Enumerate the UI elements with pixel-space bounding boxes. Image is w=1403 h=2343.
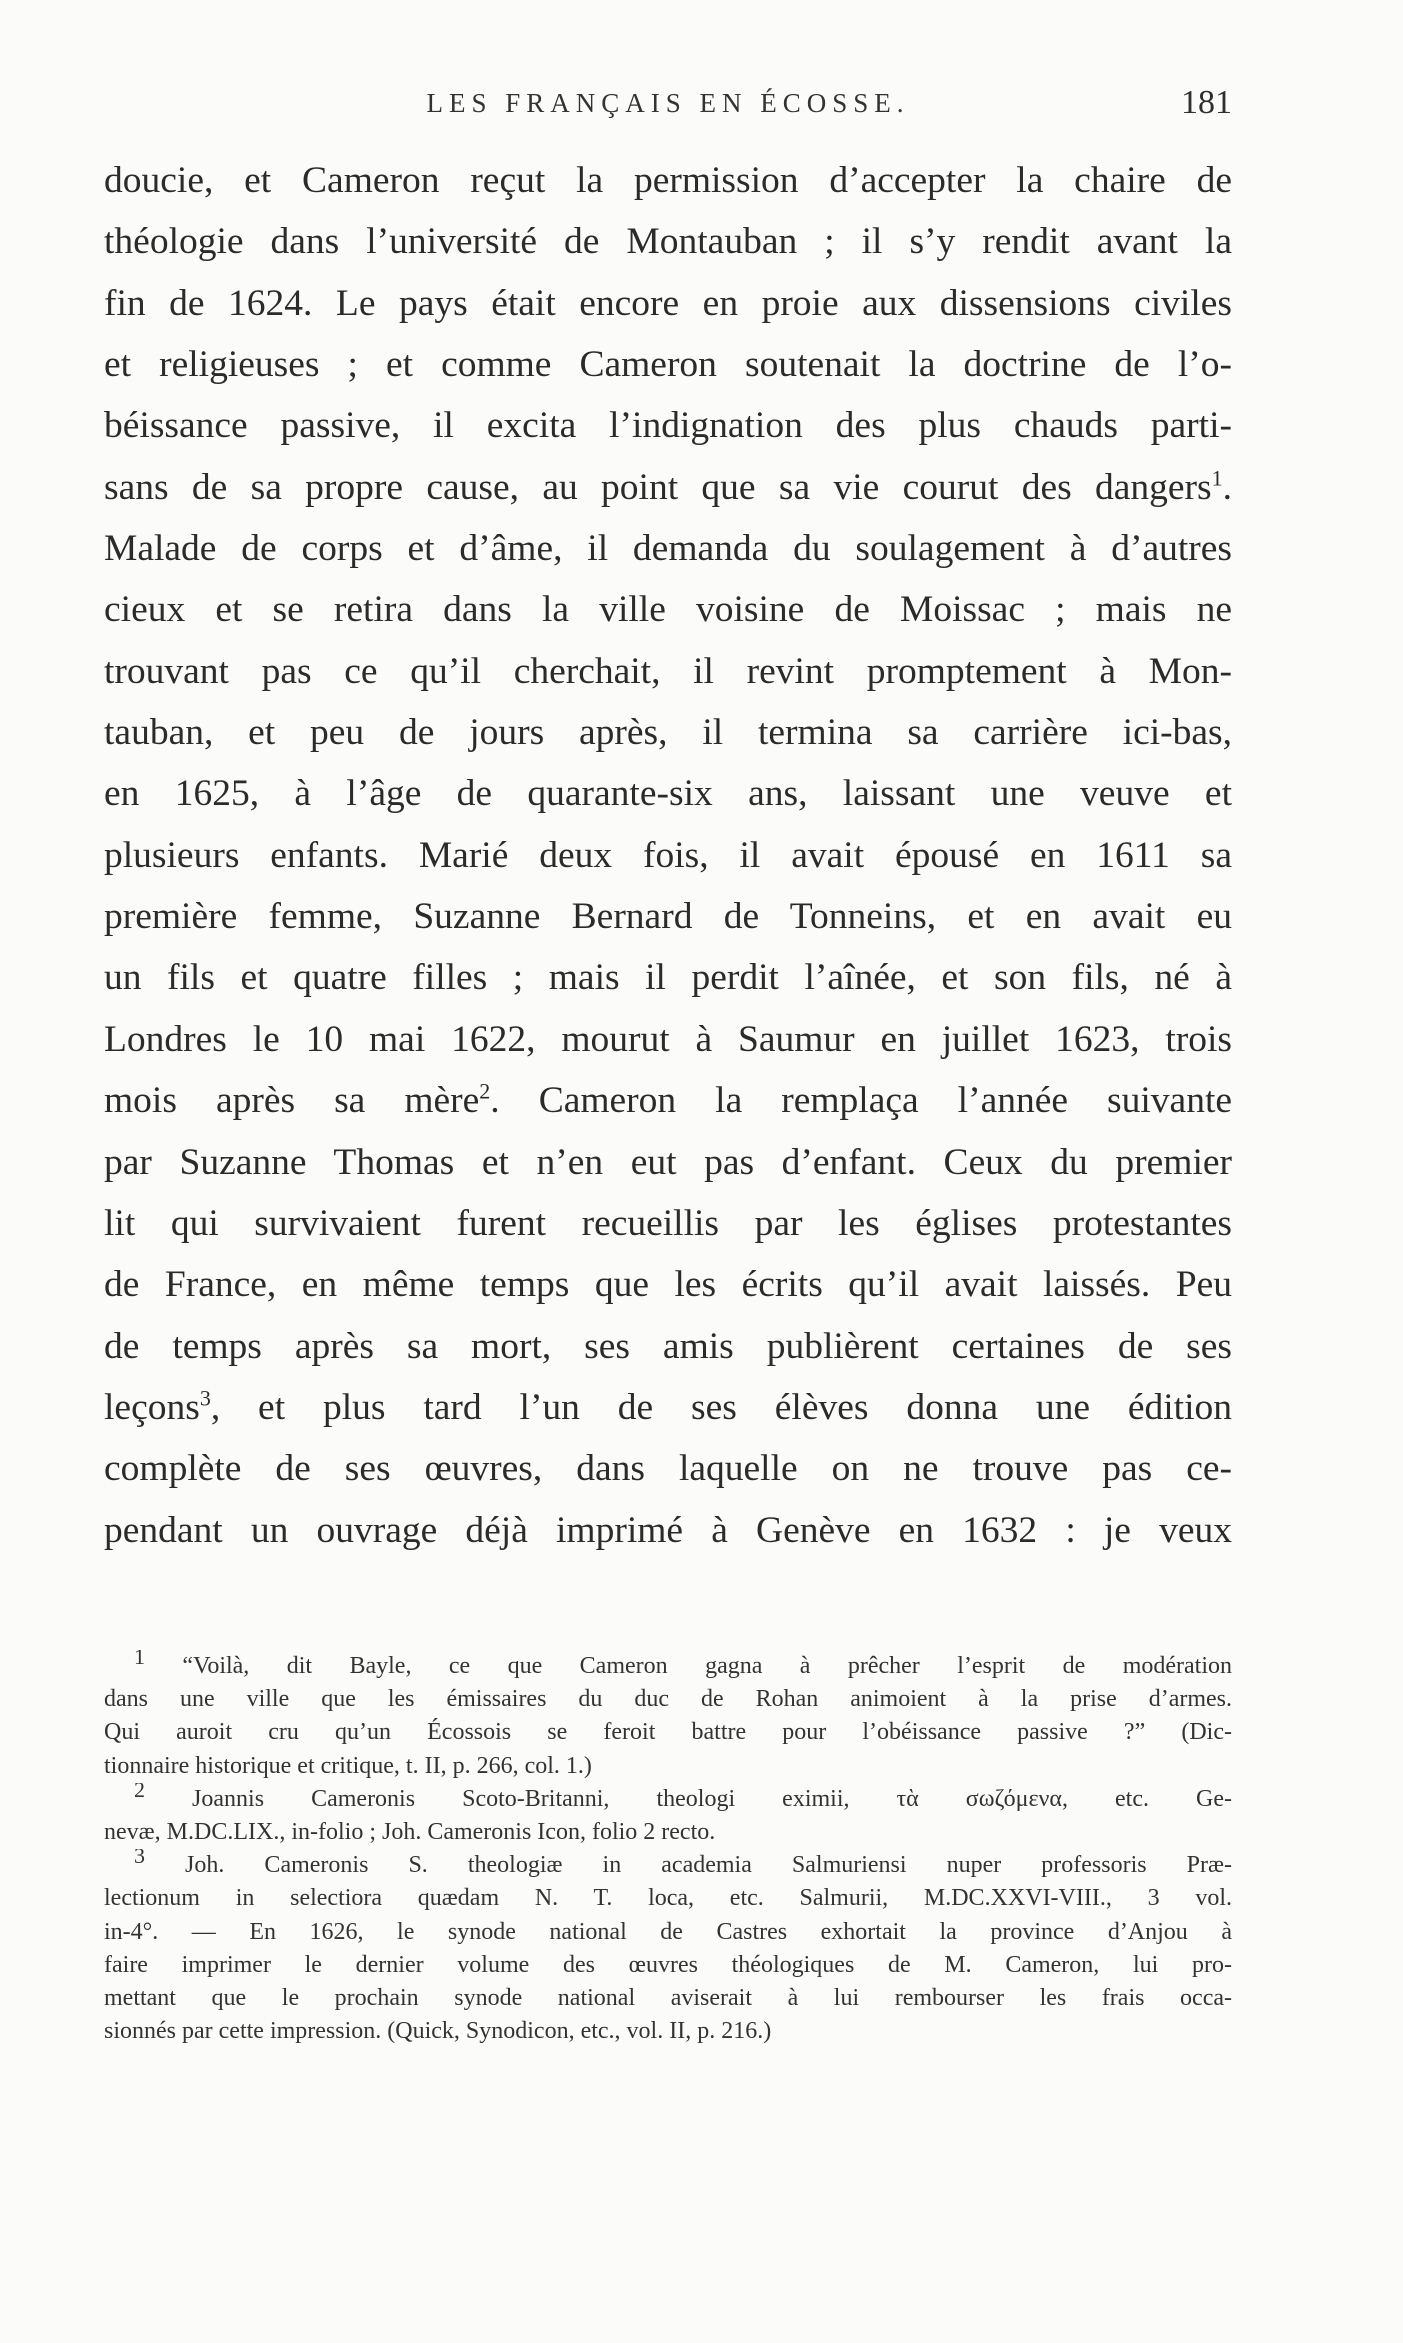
text-line: et religieuses ; et comme Cameron soutenait la doctrine de l’o- <box>104 344 1232 386</box>
running-head <box>104 84 1232 128</box>
footnotes <box>104 1650 1232 2048</box>
text-line: cieux et se retira dans la ville voisine de Moissac ; mais ne <box>104 589 1232 631</box>
footnote-3-line: mettant que le prochain synode national aviserait à lui rembourser les frais occa- <box>104 1984 1232 2011</box>
text-line <box>104 1377 1232 1438</box>
text-line: première femme, Suzanne Bernard de Tonneins, et en avait eu <box>104 896 1232 938</box>
footnote-3-marker: 3 <box>134 1849 145 1869</box>
text-line: théologie dans l’université de Montauban ; il s’y rendit avant la <box>104 221 1232 263</box>
text-segment: mois après sa mère <box>104 1080 480 1122</box>
footnote-1-marker: 1 <box>134 1650 145 1669</box>
text-line: un fils et quatre filles ; mais il perdit l’aînée, et son fils, né à <box>104 957 1232 999</box>
text-line: Malade de corps et d’âme, il demanda du soulagement à d’autres <box>104 528 1232 570</box>
footnote-2-line <box>104 1783 1232 1816</box>
footnote-3-line: in-4°. — En 1626, le synode national de Castres exhortait la province d’Anjou à <box>104 1918 1232 1945</box>
footnote-1-line: tionnaire historique et critique, t. II, p. 266, col. 1.) <box>104 1752 592 1779</box>
text-segment: sans de sa propre cause, au point que sa vie courut des dangers <box>104 466 1212 508</box>
footnote-1-line <box>104 1650 1232 1683</box>
main-text <box>104 150 1232 1561</box>
text-line: trouvant pas ce qu’il cherchait, il revint promptement à Mon- <box>104 650 1232 692</box>
footnote-text: “Voilà, dit Bayle, ce que Cameron gagna à prêcher l’esprit de modération <box>182 1653 1232 1679</box>
footnote-2-line: nevæ, M.DC.LIX., in-folio ; Joh. Cameronis Icon, folio 2 recto. <box>104 1818 716 1845</box>
text-segment: , et plus tard l’un de ses élèves donna une édition <box>210 1386 1232 1428</box>
footnote-3-line: lectionum in selectiora quædam N. T. loca, etc. Salmurii, M.DC.XXVI-VIII., 3 vol. <box>104 1885 1232 1912</box>
text-line: plusieurs enfants. Marié deux fois, il avait épousé en 1611 sa <box>104 834 1232 876</box>
text-line: lit qui survivaient furent recueillis par les églises protestantes <box>104 1202 1232 1244</box>
text-line: Londres le 10 mai 1622, mourut à Saumur en juillet 1623, trois <box>104 1018 1232 1060</box>
footnote-2-marker: 2 <box>134 1782 145 1802</box>
footnote-1-line: Qui auroit cru qu’un Écossois se feroit battre pour l’obéissance passive ?” (Dic- <box>104 1719 1232 1746</box>
text-line: complète de ses œuvres, dans laquelle on ne trouve pas ce- <box>104 1448 1232 1490</box>
text-line: par Suzanne Thomas et n’en eut pas d’enfant. Ceux du premier <box>104 1141 1232 1183</box>
text-line: béissance passive, il excita l’indignation des plus chauds parti- <box>104 405 1232 447</box>
text-segment: . Cameron la remplaça l’année suivante <box>490 1080 1232 1122</box>
text-line: fin de 1624. Le pays était encore en proie aux dissensions civiles <box>104 282 1232 324</box>
footnote-ref-3[interactable]: 3 <box>199 1385 211 1411</box>
text-line: tauban, et peu de jours après, il termina sa carrière ici-bas, <box>104 712 1232 754</box>
footnote-3-line: sionnés par cette impression. (Quick, Synodicon, etc., vol. II, p. 216.) <box>104 2018 772 2045</box>
text-line: en 1625, à l’âge de quarante-six ans, laissant une veuve et <box>104 773 1232 815</box>
footnote-ref-2[interactable]: 2 <box>479 1078 491 1104</box>
footnote-1-line: dans une ville que les émissaires du duc de Rohan animoient à la prise d’armes. <box>104 1686 1232 1713</box>
footnote-text: Joannis Cameronis Scoto-Britanni, theologi eximii, τὰ σωζόμενα, etc. Ge- <box>192 1785 1232 1812</box>
text-segment: . <box>1222 466 1232 508</box>
footnote-text: Joh. Cameronis S. theologiæ in academia Salmuriensi nuper professoris Præ- <box>185 1852 1232 1879</box>
text-segment: leçons <box>104 1386 200 1428</box>
footnote-ref-1[interactable]: 1 <box>1211 465 1223 491</box>
text-line <box>104 457 1232 518</box>
text-line: pendant un ouvrage déjà imprimé à Genève en 1632 : je veux <box>104 1509 1232 1551</box>
text-line: de France, en même temps que les écrits qu’il avait laissés. Peu <box>104 1264 1232 1306</box>
running-title: LES FRANÇAIS EN ÉCOSSE. <box>426 88 910 118</box>
text-line: de temps après sa mort, ses amis publièrent certaines de ses <box>104 1325 1232 1367</box>
page-number: 181 <box>1181 84 1232 121</box>
text-line <box>104 1070 1232 1131</box>
footnote-3-line <box>104 1849 1232 1882</box>
text-line: doucie, et Cameron reçut la permission d’accepter la chaire de <box>104 160 1232 201</box>
footnote-3-line: faire imprimer le dernier volume des œuvres théologiques de M. Cameron, lui pro- <box>104 1951 1232 1978</box>
